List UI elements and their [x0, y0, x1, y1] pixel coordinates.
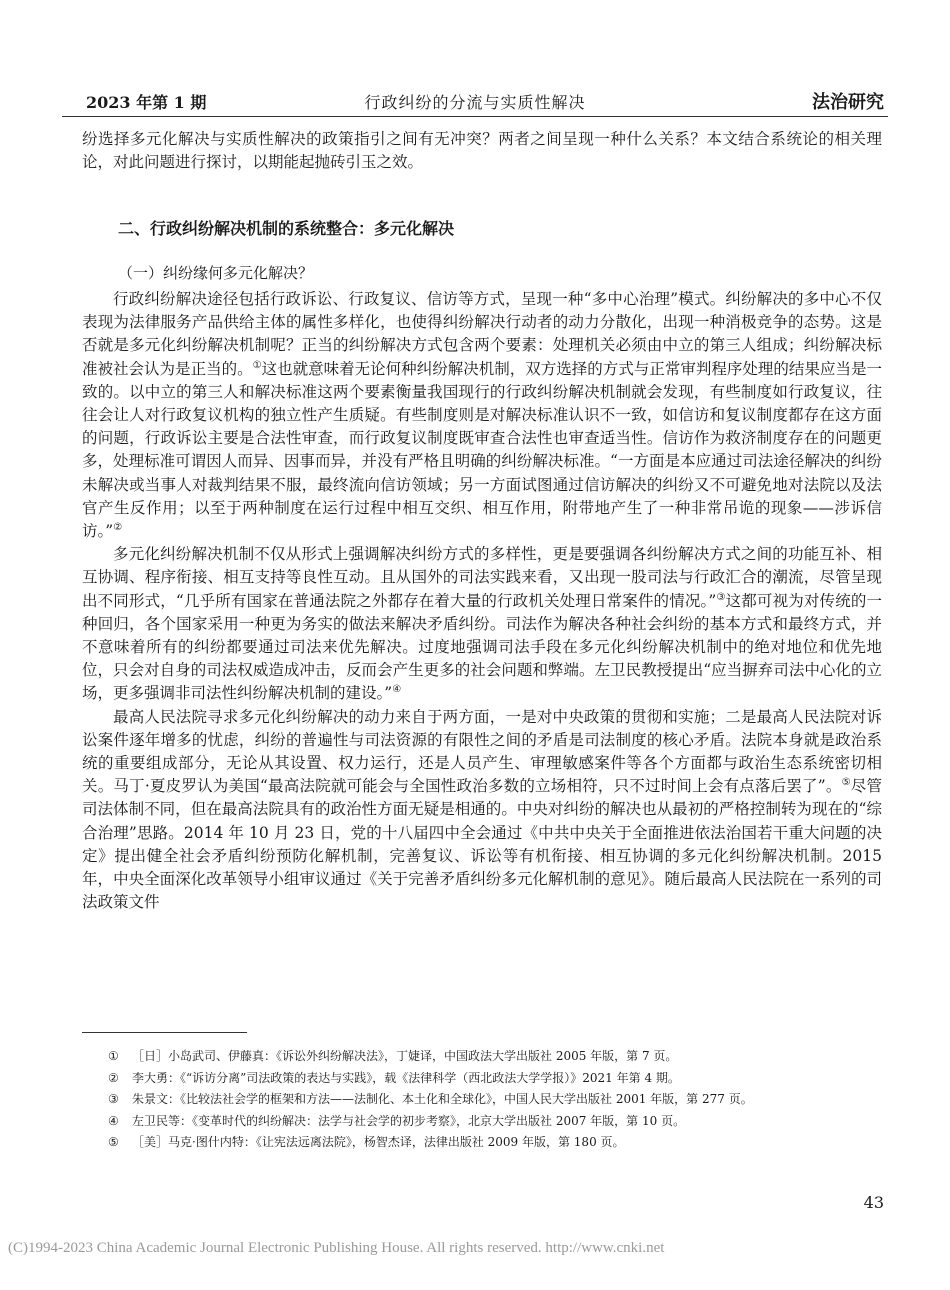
- footnote: ① ［日］小岛武司、伊藤真：《诉讼外纠纷解决法》，丁婕译，中国政法大学出版社 2005 年版，第 7 页。: [108, 1049, 678, 1063]
- paragraph-3: 最高人民法院寻求多元化纠纷解决的动力来自于两方面，一是对中央政策的贯彻和实施；二是最高人民法院对诉讼案件逐年增多的忧虑，纠纷的普遍性与司法资源的有限性之间的矛盾是司法制度的核心矛盾。法院本身就是政治系统的重要组成部分，无论从其设置、权力运行，还是人员产生、审理敏感案件等各个方面都与政治生态系统密切相关。马丁·夏皮罗认为美国“最高法院就可能会与全国性政治多数的立场相符，只不过时间上会有点落后罢了”。⑤尽管司法体制不同，但在最高法院具有的政治性方面无疑是相通的。中央对纠纷的解决也从最初的严格控制转为现在的“综合治理”思路。2014 年 10 月 23 日，党的十八届四中全会通过《中共中央关于全面推进依法治国若干重大问题的决定》提出健全社会矛盾纠纷预防化解机制，完善复议、诉讼等有机衔接、相互协调的多元化纠纷解决机制。2015 年，中央全面深化改革领导小组审议通过《关于完善矛盾纠纷多元化解机制的意见》。随后最高人民法院在一系列的司法政策文件: [82, 707, 882, 912]
- intro-paragraph: 纷选择多元化解决与实质性解决的政策指引之间有无冲突？两者之间呈现一种什么关系？本文结合系统论的相关理论，对此问题进行探讨，以期能起抛砖引玉之效。: [82, 130, 882, 172]
- footnote-ref-1[interactable]: ①: [252, 359, 262, 371]
- paragraph-2: 多元化纠纷解决机制不仅从形式上强调解决纠纷方式的多样性，更是要强调各纠纷解决方式之间的功能互补、相互协调、程序衔接、相互支持等良性互动。且从国外的司法实践来看，又出现一股司法与行政汇合的潮流，尽管呈现出不同形式，“几乎所有国家在普通法院之外都存在着大量的行政机关处理日常案件的情况。”③这都可视为对传统的一种回归，各个国家采用一种更为务实的做法来解决矛盾纠纷。司法作为解决各种社会纠纷的基本方式和最终方式，并不意味着所有的纠纷都要通过司法来优先解决。过度地强调司法手段在多元化纠纷解决机制中的绝对地位和优先地位，只会对自身的司法权威造成冲击，反而会产生更多的社会问题和弊端。左卫民教授提出“应当摒弃司法中心化的立场，更多强调非司法性纠纷解决机制的建设。”④: [82, 545, 882, 703]
- section-heading: 二、行政纠纷解决机制的系统整合：多元化解决: [118, 219, 455, 238]
- footnote: ② 李大勇：《“诉访分离”司法政策的表达与实践》，载《法律科学（西北政法大学学报）》2021 年第 4 期。: [108, 1070, 680, 1085]
- footnote-ref-2[interactable]: ②: [113, 521, 123, 533]
- footnotes: [108, 1046, 888, 1154]
- footnote-ref-4[interactable]: ④: [392, 684, 402, 696]
- footnote: ④ 左卫民等：《变革时代的纠纷解决：法学与社会学的初步考察》，北京大学出版社 2007 年版，第 10 页。: [108, 1113, 686, 1128]
- footnote: ③ 朱景文：《比较法社会学的框架和方法——法制化、本土化和全球化》，中国人民大学出版社 2001 年版，第 277 页。: [108, 1092, 753, 1106]
- running-header: [62, 88, 888, 116]
- main-body: [82, 288, 882, 914]
- subsection-heading: （一）纠纷缘何多元化解决？: [118, 264, 314, 282]
- header-rule: [62, 116, 888, 117]
- footnote-rule: [82, 1032, 247, 1033]
- footnote-ref-5[interactable]: ⑤: [841, 777, 851, 789]
- page-number: 43: [863, 1193, 884, 1212]
- journal-name: 法治研究: [812, 92, 884, 113]
- footnote-ref-3[interactable]: ③: [716, 591, 726, 603]
- paragraph-1: 行政纠纷解决途径包括行政诉讼、行政复议、信访等方式，呈现一种“多中心治理”模式。纠纷解决的多中心不仅表现为法律服务产品供给主体的属性多样化，也使得纠纷解决行动者的动力分散化，出现一种消极竞争的态势。这是否就是多元化纠纷解决机制呢？正当的纠纷解决方式包含两个要素：处理机关必须由中立的第三人组成；纠纷解决标准被社会认为是正当的。①这也就意味着无论何种纠纷解决机制，双方选择的方式与正常审判程序处理的结果应当是一致的。以中立的第三人和解决标准这两个要素衡量我国现行的行政纠纷解决机制就会发现，有些制度如行政复议，往往会让人对行政复议机构的独立性产生质疑。有些制度则是对解决标准认识不一致，如信访和复议制度都存在这方面的问题，行政诉讼主要是合法性审查，而行政复议制度既审查合法性也审查适当性。信访作为救济制度存在的问题更多，处理标准可谓因人而异、因事而异，并没有严格且明确的纠纷解决标准。“一方面是本应通过司法途径解决的纠纷未解决或当事人对裁判结果不服，最终流向信访领域；另一方面试图通过信访解决的纠纷又不可避免地对法院以及法官产生反作用；以至于两种制度在运行过程中相互交织、相互作用，附带地产生了一种非常吊诡的现象——涉诉信访。”②: [82, 290, 882, 541]
- issue-label: 2023 年第 1 期: [86, 93, 207, 112]
- copyright-watermark: (C)1994-2023 China Academic Journal Electronic Publishing House. All rights reserved. http://www.cnki.net: [8, 1240, 665, 1256]
- running-title: 行政纠纷的分流与实质性解决: [364, 93, 586, 112]
- footnote: ⑤ ［美］马克·图什内特：《让宪法远离法院》，杨智杰译，法律出版社 2009 年版，第 180 页。: [108, 1135, 625, 1149]
